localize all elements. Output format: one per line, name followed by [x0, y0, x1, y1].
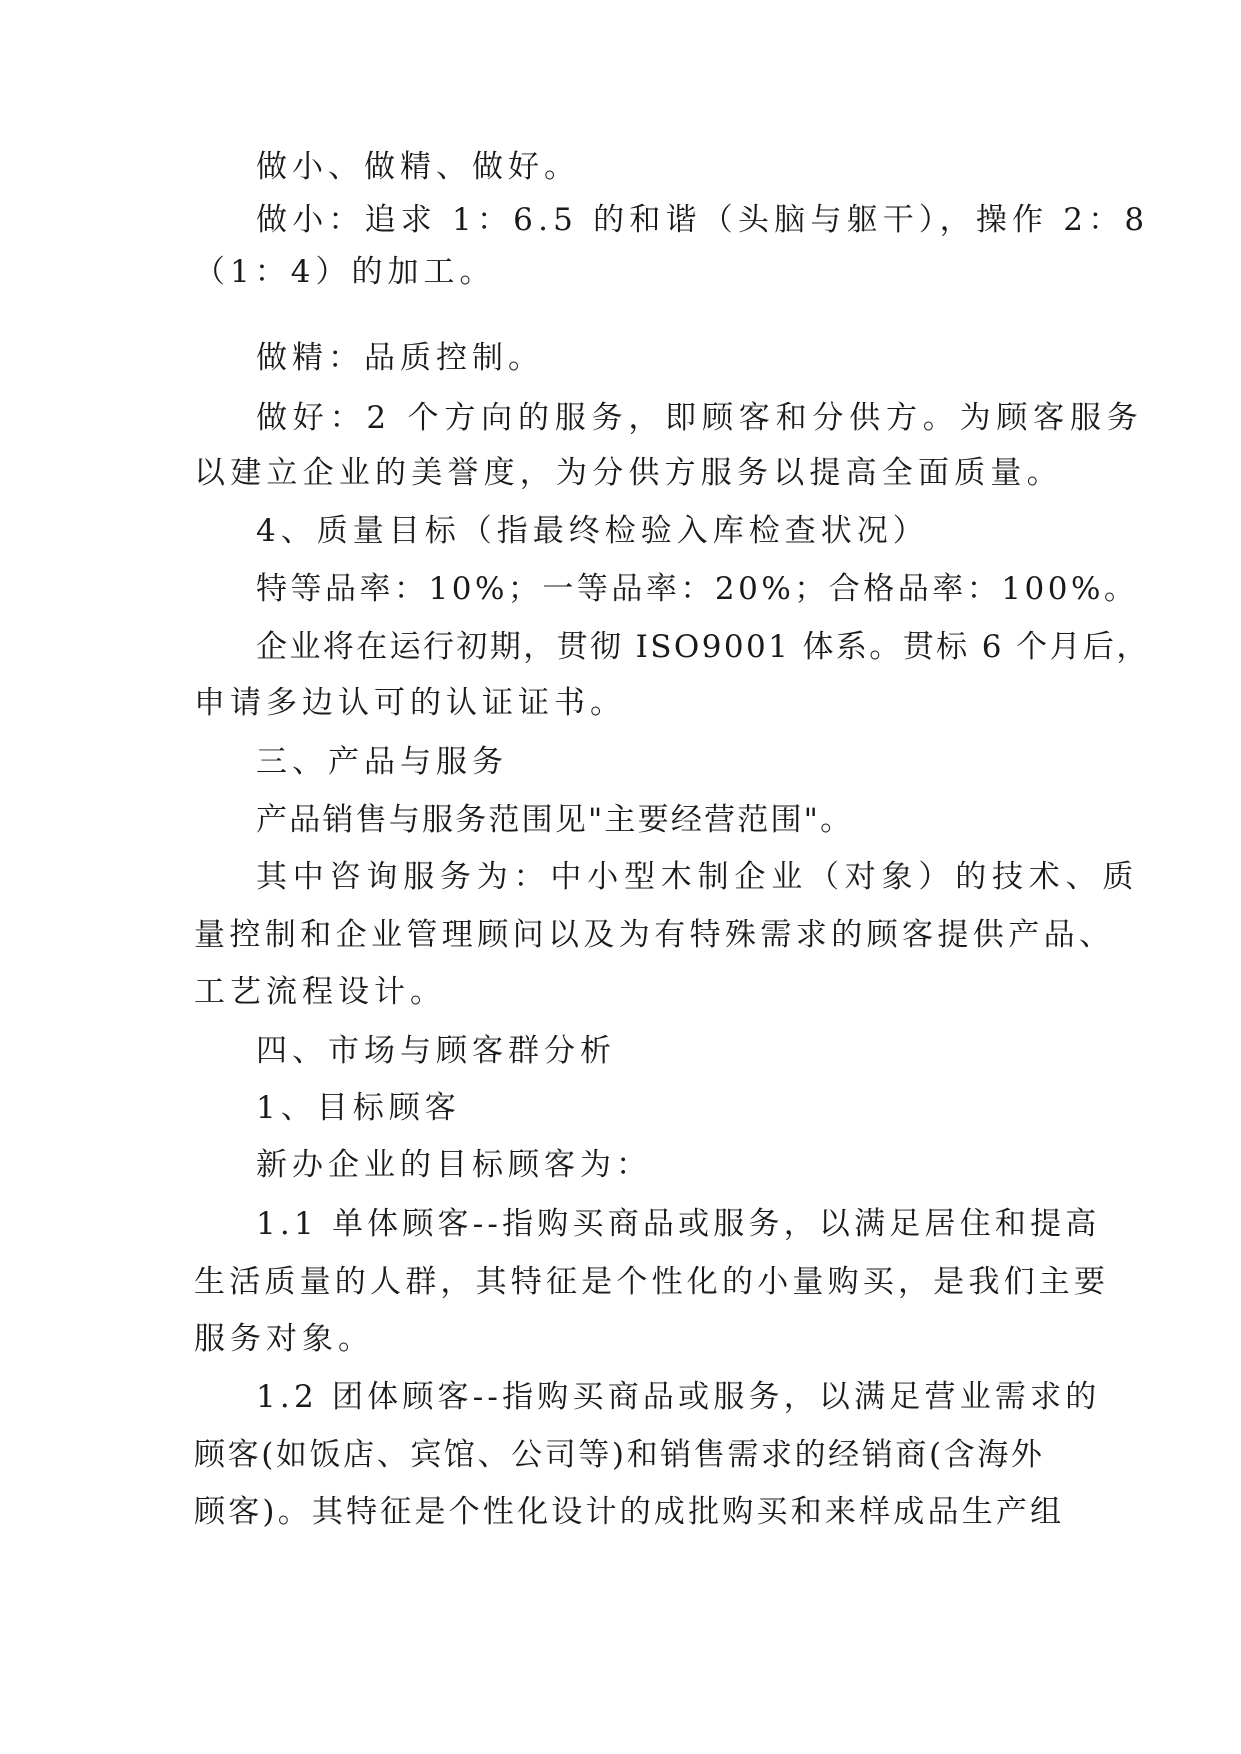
- paragraph-line: 以建立企业的美誉度，为分供方服务以提高全面质量。: [194, 455, 1063, 491]
- paragraph-line: 顾客(如饭店、宾馆、公司等)和销售需求的经销商(含海外: [194, 1437, 1045, 1473]
- paragraph-line: 申请多边认可的认证证书。: [194, 685, 626, 721]
- paragraph-line: 量控制和企业管理顾问以及为有特殊需求的顾客提供产品、: [194, 917, 1115, 953]
- paragraph-line: 做精：品质控制。: [256, 340, 544, 376]
- paragraph-line: 四、市场与顾客群分析: [256, 1033, 616, 1069]
- paragraph-line: 做小：追求 1：6.5 的和谐（头脑与躯干），操作 2：8: [256, 202, 1150, 238]
- paragraph-line: 做好：2 个方向的服务，即顾客和分供方。为顾客服务: [256, 400, 1144, 436]
- paragraph-line: 三、产品与服务: [256, 744, 508, 780]
- paragraph-line: 生活质量的人群，其特征是个性化的小量购买，是我们主要: [194, 1264, 1110, 1300]
- paragraph-line: 4、质量目标（指最终检验入库检查状况）: [256, 513, 929, 549]
- paragraph-line: 顾客)。其特征是个性化设计的成批购买和来样成品生产组: [194, 1494, 1065, 1530]
- paragraph-line: 工艺流程设计。: [194, 974, 446, 1010]
- paragraph-line: （1：4）的加工。: [194, 254, 496, 290]
- paragraph-line: 1.1 单体顾客--指购买商品或服务，以满足居住和提高: [256, 1206, 1101, 1242]
- paragraph-line: 其中咨询服务为：中小型木制企业（对象）的技术、质: [256, 859, 1140, 895]
- paragraph-line: 特等品率：10%；一等品率：20%；合格品率：100%。: [256, 571, 1139, 607]
- paragraph-line: 做小、做精、做好。: [256, 149, 580, 185]
- paragraph-line: 新办企业的目标顾客为：: [256, 1147, 652, 1183]
- paragraph-line: 服务对象。: [194, 1321, 374, 1357]
- paragraph-line: 1.2 团体顾客--指购买商品或服务，以满足营业需求的: [256, 1379, 1101, 1415]
- paragraph-line: 产品销售与服务范围见"主要经营范围"。: [256, 802, 854, 838]
- paragraph-line: 企业将在运行初期，贯彻 ISO9001 体系。贯标 6 个月后，: [256, 629, 1150, 665]
- paragraph-line: 1、目标顾客: [256, 1090, 461, 1126]
